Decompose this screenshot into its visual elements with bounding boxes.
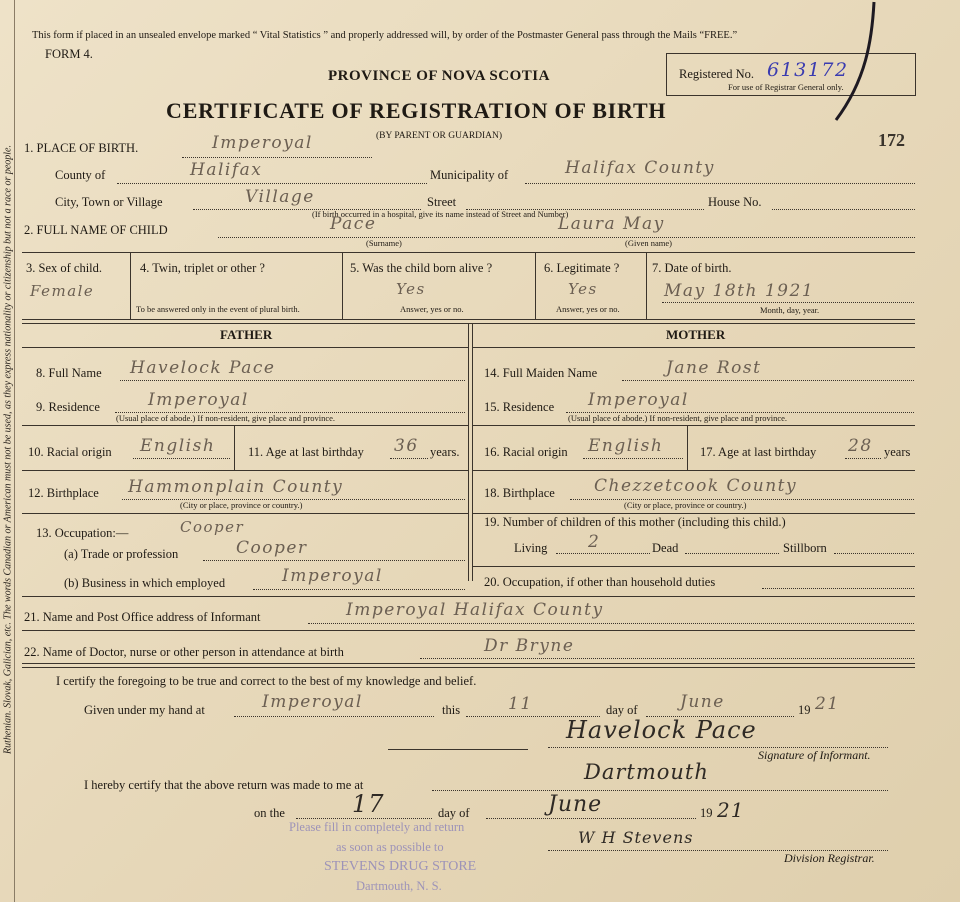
- registrar-year-value: 21: [717, 798, 745, 822]
- mail-notice: This form if placed in an unsealed envelope marked “ Vital Statistics ” and properly addressed will, by order of the Postmaster General pass through the Mails “FREE.”: [32, 30, 738, 41]
- father-trade-label: (a) Trade or profession: [64, 547, 179, 561]
- page-title: CERTIFICATE OF REGISTRATION OF BIRTH: [166, 98, 667, 123]
- left-margin-line: [14, 0, 15, 902]
- stillborn-label: Stillborn: [783, 541, 827, 555]
- municipality-label: Municipality of: [430, 168, 509, 182]
- certify-day-label: day of: [606, 703, 638, 717]
- child-surname: Pace: [330, 214, 377, 234]
- informant-signature: Havelock Pace: [566, 716, 757, 744]
- page-subtitle: (BY PARENT OR GUARDIAN): [376, 131, 503, 141]
- registrar-day-value: 17: [352, 790, 385, 818]
- father-occupation-label: 13. Occupation:—: [36, 526, 129, 540]
- surname-caption: (Surname): [366, 238, 402, 248]
- father-trade-value: Cooper: [236, 538, 308, 558]
- stamp-line-2: as soon as possible to: [336, 840, 444, 854]
- legitimate-note: Answer, yes or no.: [556, 304, 620, 314]
- given-name-caption: (Given name): [625, 238, 672, 248]
- pen-stroke-icon: [826, 0, 886, 125]
- stamp-line-4: Dartmouth, N. S.: [356, 879, 442, 893]
- registrar-year-prefix: 19: [700, 806, 713, 820]
- certify-year-prefix: 19: [798, 703, 811, 717]
- side-note: Ruthenian. Slovak, Galician, etc. The words Canadian or American must not be used, as they express nationality or citizenship but not a race or people.: [2, 145, 14, 754]
- house-number-label: House No.: [708, 195, 762, 209]
- father-name-value: Havelock Pace: [130, 358, 276, 378]
- given-place-value: Imperoyal: [262, 692, 363, 712]
- legitimate-label: 6. Legitimate ?: [544, 261, 620, 275]
- father-residence-label: 9. Residence: [36, 400, 100, 414]
- mother-age-label: 17. Age at last birthday: [700, 445, 817, 459]
- father-business-label: (b) Business in which employed: [64, 576, 226, 590]
- father-residence-value: Imperoyal: [148, 390, 249, 410]
- dead-label: Dead: [652, 541, 679, 555]
- born-alive-label: 5. Was the child born alive ?: [350, 261, 493, 275]
- street-label: Street: [427, 195, 457, 209]
- certify-year-value: 21: [815, 694, 840, 714]
- mother-birthplace-value: Chezzetcook County: [594, 476, 798, 496]
- place-of-birth-value: Imperoyal: [212, 133, 313, 153]
- born-alive-value: Yes: [396, 280, 426, 298]
- mother-years-label: years: [884, 445, 911, 459]
- father-years-label: years.: [430, 445, 460, 459]
- registrar-caption: Division Registrar.: [784, 851, 875, 865]
- father-business-value: Imperoyal: [282, 566, 383, 586]
- corner-number: 172: [878, 130, 905, 150]
- child-given-name: Laura May: [558, 214, 665, 234]
- doctor-value: Dr Bryne: [484, 636, 575, 656]
- informant-value: Imperoyal Halifax County: [346, 600, 604, 620]
- municipality-value: Halifax County: [565, 158, 715, 178]
- birth-date-value: May 18th 1921: [664, 281, 815, 301]
- father-race-value: English: [140, 436, 216, 456]
- father-birthplace-value: Hammonplain County: [128, 477, 344, 497]
- stamp-line-3: STEVENS DRUG STORE: [324, 859, 477, 874]
- birth-date-label: 7. Date of birth.: [652, 261, 732, 275]
- county-label: County of: [55, 168, 106, 182]
- father-occupation-extra: Cooper: [180, 518, 245, 536]
- registrar-month-value: June: [548, 792, 603, 817]
- given-under-hand-label: Given under my hand at: [84, 703, 205, 717]
- doctor-label: 22. Name of Doctor, nurse or other person in attendance at birth: [24, 645, 344, 659]
- city-value: Village: [245, 187, 315, 207]
- certify-month-value: June: [680, 692, 725, 712]
- mother-occupation-label: 20. Occupation, if other than household duties: [484, 575, 716, 589]
- informant-signature-caption: Signature of Informant.: [758, 748, 871, 762]
- registrar-statement: I hereby certify that the above return was made to me at: [84, 778, 364, 792]
- living-value: 2: [588, 532, 601, 552]
- county-value: Halifax: [190, 160, 263, 180]
- sex-label: 3. Sex of child.: [26, 261, 103, 275]
- province-heading: PROVINCE OF NOVA SCOTIA: [328, 68, 550, 84]
- father-birthplace-label: 12. Birthplace: [28, 486, 99, 500]
- twin-note: To be answered only in the event of plural birth.: [136, 304, 300, 314]
- father-heading: FATHER: [220, 327, 273, 342]
- mother-name-value: Jane Rost: [666, 358, 762, 378]
- birth-date-note: Month, day, year.: [760, 305, 820, 315]
- sex-value: Female: [30, 282, 95, 300]
- registrar-signature: W H Stevens: [578, 828, 694, 847]
- registered-number: 613172: [767, 59, 849, 81]
- father-age-value: 36: [394, 436, 419, 456]
- this-label: this: [442, 703, 461, 717]
- mother-race-label: 16. Racial origin: [484, 445, 568, 459]
- registrar-place-value: Dartmouth: [584, 760, 709, 784]
- born-alive-note: Answer, yes or no.: [400, 304, 464, 314]
- informant-label: 21. Name and Post Office address of Informant: [24, 610, 261, 624]
- children-count-label: 19. Number of children of this mother (including this child.): [484, 515, 786, 529]
- father-race-label: 10. Racial origin: [28, 445, 112, 459]
- certify-statement: I certify the foregoing to be true and correct to the best of my knowledge and belief.: [56, 674, 477, 688]
- city-label: City, Town or Village: [55, 195, 163, 209]
- stamp-line-1: Please fill in completely and return: [289, 820, 465, 834]
- registrar-on-label: on the: [254, 806, 285, 820]
- registrar-use-note: For use of Registrar General only.: [728, 82, 844, 92]
- place-of-birth-label: 1. PLACE OF BIRTH.: [24, 141, 139, 155]
- mother-birthplace-label: 18. Birthplace: [484, 486, 555, 500]
- mother-residence-value: Imperoyal: [588, 390, 689, 410]
- mother-residence-note: (Usual place of abode.) If non-resident, give place and province.: [568, 413, 788, 423]
- hospital-note: (If birth occurred in a hospital, give its name instead of Street and Number): [312, 209, 569, 219]
- twin-label: 4. Twin, triplet or other ?: [140, 261, 265, 275]
- mother-heading: MOTHER: [666, 327, 726, 342]
- mother-age-value: 28: [848, 436, 873, 456]
- certify-day-value: 11: [508, 694, 533, 714]
- mother-birthplace-note: (City or place, province or country.): [624, 500, 747, 510]
- registered-label: Registered No.: [679, 67, 754, 81]
- legitimate-value: Yes: [568, 280, 598, 298]
- child-name-label: 2. FULL NAME OF CHILD: [24, 223, 168, 237]
- father-residence-note: (Usual place of abode.) If non-resident, give place and province.: [116, 413, 336, 423]
- form-number: FORM 4.: [45, 47, 93, 61]
- father-name-label: 8. Full Name: [36, 366, 102, 380]
- mother-name-label: 14. Full Maiden Name: [484, 366, 598, 380]
- mother-residence-label: 15. Residence: [484, 400, 555, 414]
- mother-race-value: English: [588, 436, 664, 456]
- father-birthplace-note: (City or place, province or country.): [180, 500, 303, 510]
- living-label: Living: [514, 541, 548, 555]
- registrar-day-label: day of: [438, 806, 470, 820]
- father-age-label: 11. Age at last birthday: [248, 445, 364, 459]
